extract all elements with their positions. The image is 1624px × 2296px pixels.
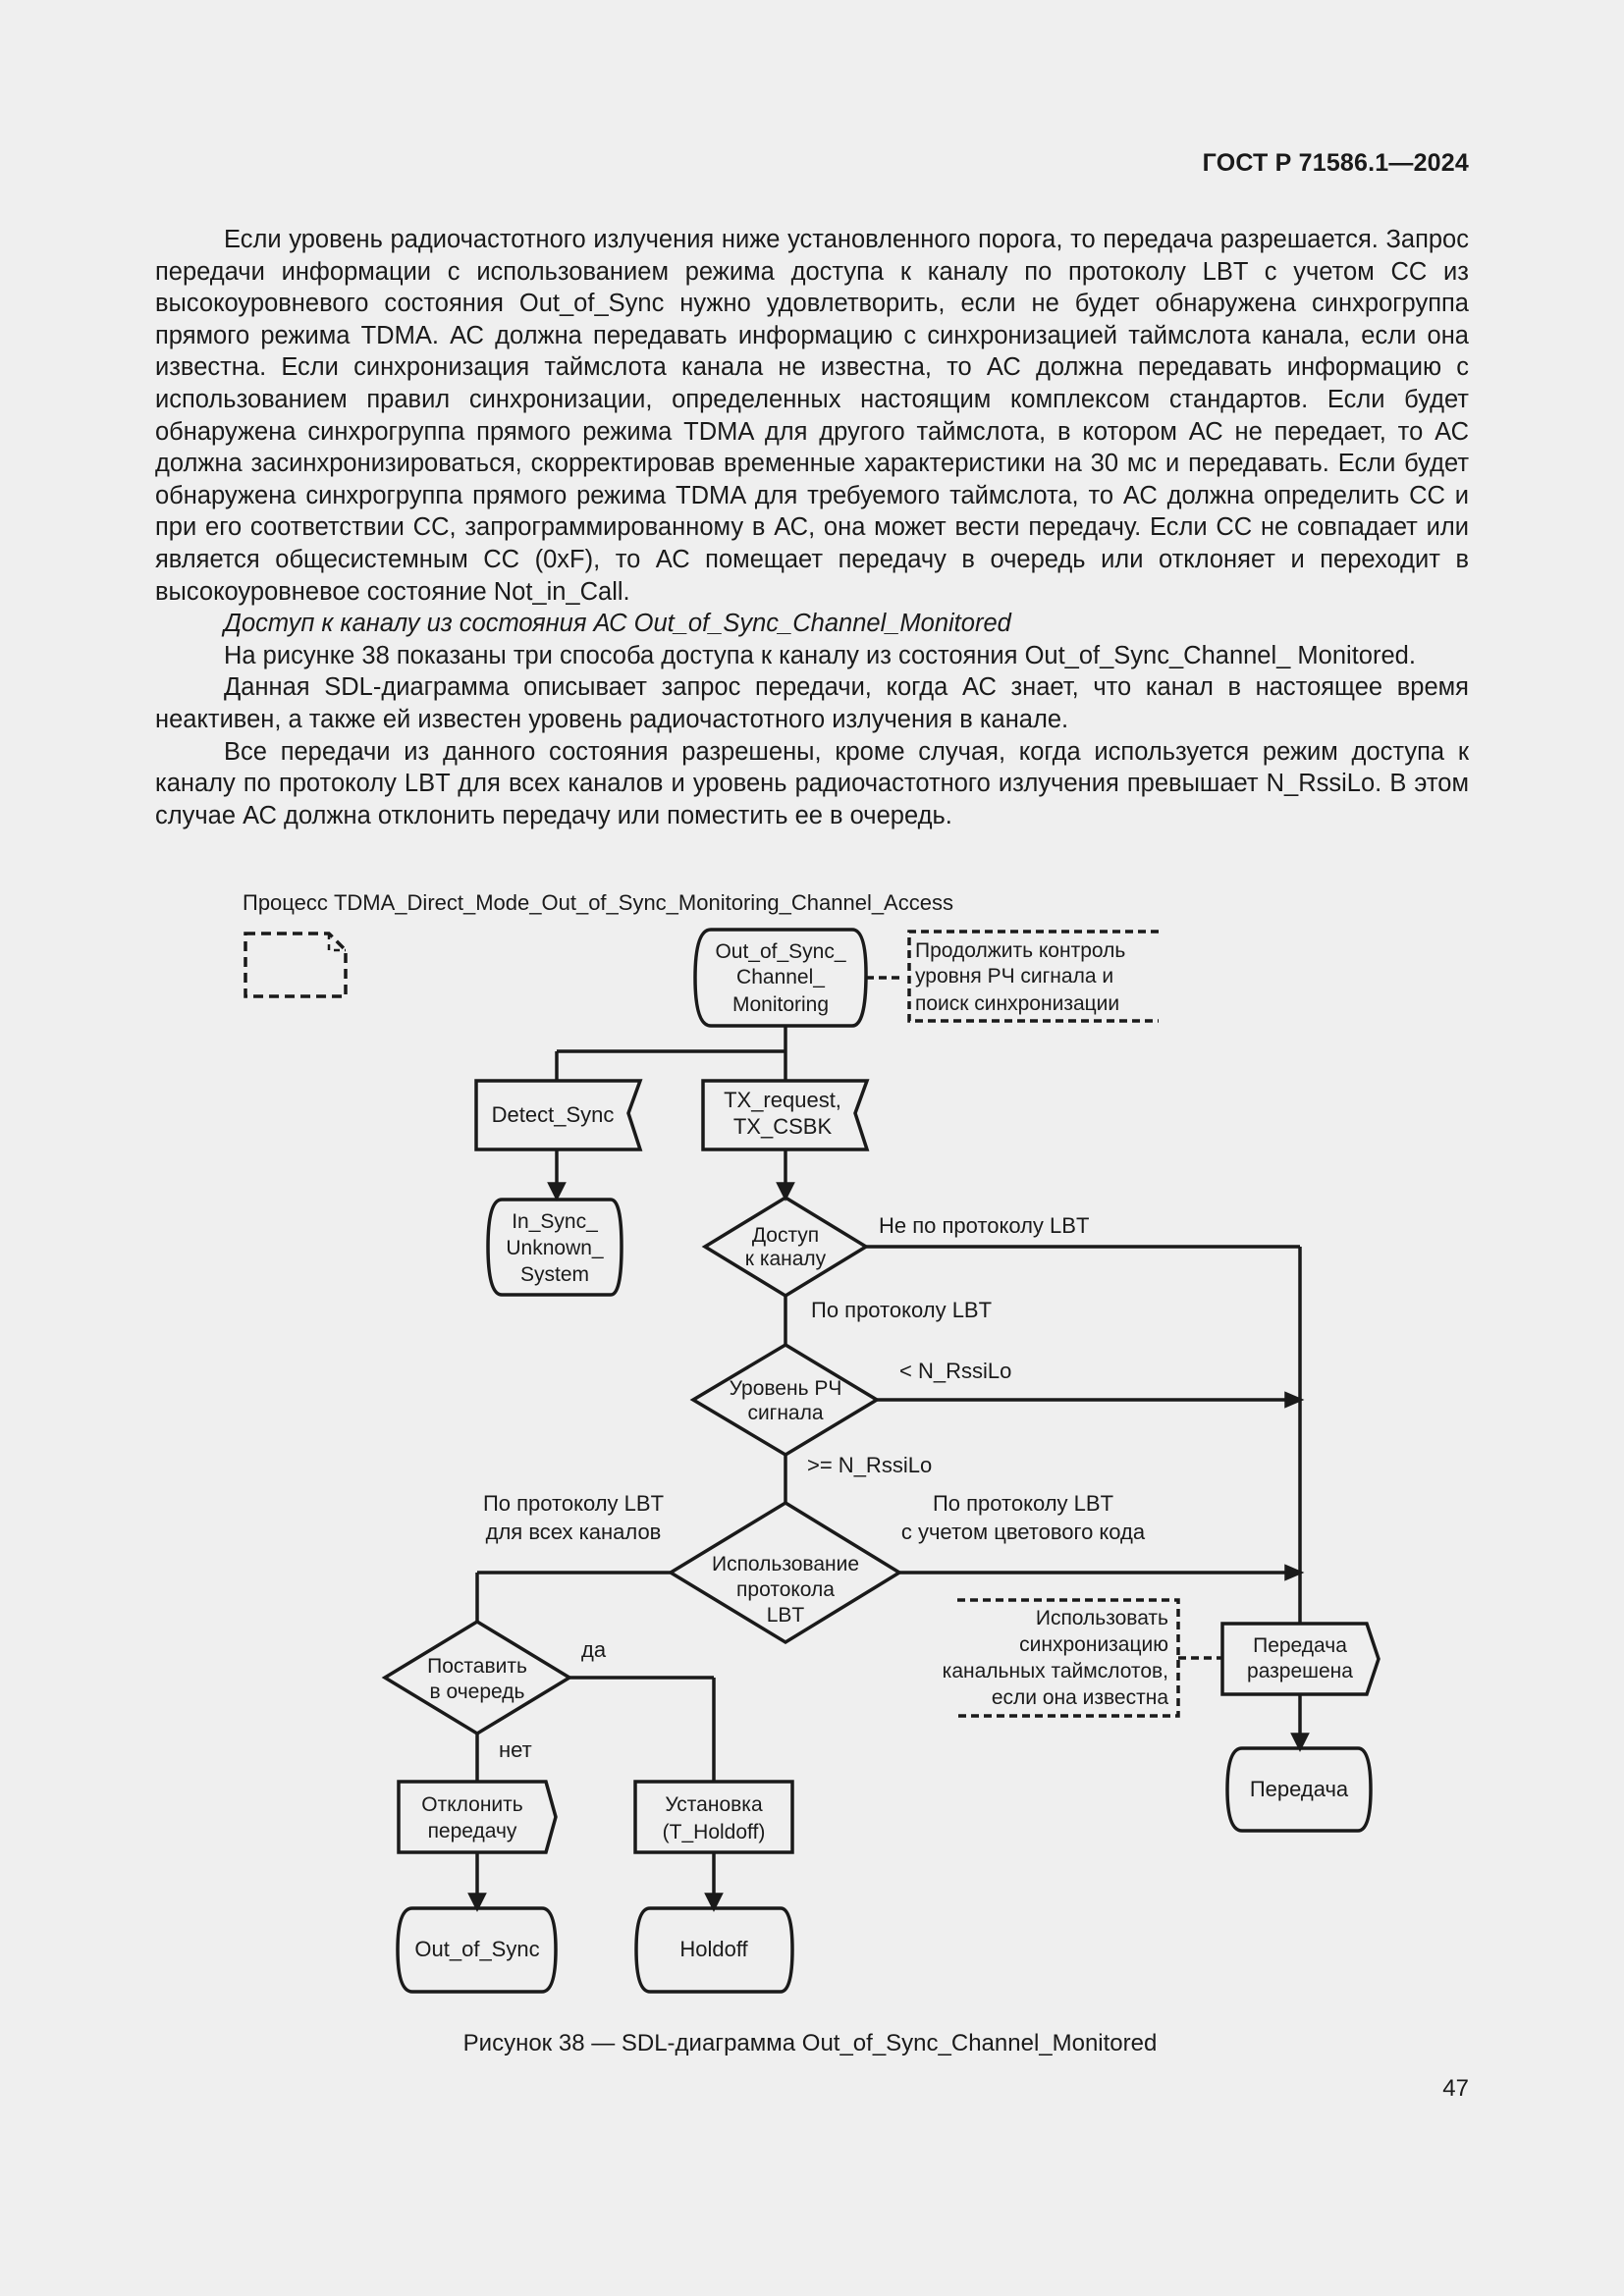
decision-label: LBT [766, 1604, 805, 1627]
branch-label: По протоколу LBT [811, 1298, 993, 1322]
task-label: (T_Holdoff) [662, 1821, 766, 1843]
decision-label: Использование [711, 1553, 860, 1575]
page-number: 47 [1442, 2075, 1469, 2102]
comment-text: Продолжить контроль [915, 939, 1126, 962]
comment-text: канальных таймслотов, [942, 1660, 1168, 1682]
decision-label: сигнала [747, 1402, 824, 1424]
branch-label: для всех каналов [485, 1520, 662, 1544]
paragraph: Данная SDL-диаграмма описывает запрос передачи, когда АС знает, что канал в настоящее время неактивен, а также ей известен уровень радиочастотного излучения в канале. [155, 673, 1469, 733]
input-label: Detect_Sync [491, 1102, 615, 1127]
comment-text: если она известна [991, 1686, 1168, 1709]
branch-label: По протоколу LBT [932, 1491, 1114, 1516]
decision-channel-access [705, 1198, 866, 1296]
state-label: Monitoring [731, 993, 830, 1016]
arrow-head [1286, 1567, 1300, 1578]
branch-label: нет [499, 1737, 532, 1762]
output-label: передачу [427, 1820, 517, 1842]
decision-label: Уровень РЧ [729, 1377, 842, 1400]
branch-label: < N_RssiLo [899, 1359, 1012, 1383]
decision-queue [385, 1622, 569, 1734]
decision-label: протокола [736, 1578, 835, 1601]
decision-label: Поставить [427, 1655, 527, 1678]
branch-label: Не по протоколу LBT [879, 1213, 1090, 1238]
arrow-head [707, 1895, 721, 1908]
state-label: Holdoff [679, 1937, 748, 1961]
decision-label: к каналу [744, 1248, 827, 1270]
page-reference-icon [245, 934, 346, 996]
decision-label: Доступ [751, 1224, 820, 1247]
document-id: ГОСТ Р 71586.1—2024 [1202, 149, 1469, 177]
comment-text: уровня РЧ сигнала и [915, 965, 1114, 988]
state-label: Out_of_Sync_ [715, 940, 846, 963]
input-label: TX_request, [724, 1088, 841, 1112]
output-label: Отклонить [421, 1793, 523, 1816]
arrow-head [779, 1184, 792, 1198]
branch-label: да [581, 1637, 607, 1662]
state-label: Channel_ [736, 966, 825, 988]
decision-label: в очередь [429, 1681, 525, 1703]
branch-label: >= N_RssiLo [807, 1453, 933, 1477]
section-subheading: Доступ к каналу из состояния АС Out_of_Sync_Channel_Monitored [224, 610, 1011, 638]
figure-caption-text: Рисунок 38 — SDL-диаграмма Out_of_Sync_Channel_Monitored [462, 2030, 1158, 2056]
state-label: Unknown_ [506, 1237, 604, 1259]
arrow-head [1286, 1394, 1300, 1406]
paragraph: Все передачи из данного состояния разрешены, кроме случая, когда используется режим доступа к каналу по протоколу LBT для всех каналов и уровень радиочастотного излучения превышает N_RssiLo. В этом случае АС должна отклонить передачу или поместить ее в очередь. [155, 737, 1469, 829]
task-label: Установка [665, 1793, 763, 1816]
state-label: Передача [1249, 1777, 1349, 1801]
branch-label: с учетом цветового кода [900, 1520, 1146, 1544]
paragraph: На рисунке 38 показаны три способа доступа к каналу из состояния Out_of_Sync_Channel_ Monitored. [224, 641, 1416, 669]
output-label: Передача [1253, 1634, 1347, 1657]
process-title: Процесс TDMA_Direct_Mode_Out_of_Sync_Monitoring_Channel_Access [243, 890, 953, 915]
branch-label: По протоколу LBT [482, 1491, 665, 1516]
figure-caption [0, 2030, 1624, 2057]
arrow-head [470, 1895, 484, 1908]
output-label: разрешена [1247, 1660, 1353, 1682]
comment-text: Использовать [1035, 1607, 1168, 1629]
arrow-head [550, 1184, 564, 1198]
state-label: Out_of_Sync [414, 1937, 540, 1961]
state-label: In_Sync_ [512, 1210, 598, 1233]
paragraph: Если уровень радиочастотного излучения ниже установленного порога, то передача разрешается. Запрос передачи информации с использованием режима доступа к каналу по протоколу LBT с учетом СС из высокоуровневого состояния Out_of_Sync нужно удовлетворить, если не будет обнаружена синхрогруппа прямого режима TDMA. АС должна передавать информацию с синхронизацией таймслота канала, если она известна. Если синхронизация таймслота канала не известна, то АС должна передавать информацию с использованием правил синхронизации, определенных настоящим комплексом стандартов. Если будет обнаружена синхрогруппа прямого режима TDMA для другого таймслота, в котором АС не передает, то АС должна засинхронизироваться, скорректировав временные характеристики на 30 мс и передавать. Если будет обнаружена синхрогруппа прямого режима TDMA для требуемого таймслота, то АС должна определить СС и при его соответствии СС, запрограммированному в АС, она может вести передачу. Если СС не совпадает или является общесистемным СС (0xF), то АС помещает передачу в очередь или отклоняет и переходит в высокоуровневое состояние Not_in_Call. [155, 226, 1469, 606]
state-label: System [519, 1263, 590, 1286]
comment-text: синхронизацию [1019, 1633, 1168, 1656]
arrow-head [1293, 1735, 1307, 1748]
comment-text: поиск синхронизации [915, 992, 1120, 1015]
input-label: TX_CSBK [732, 1114, 833, 1139]
decision-rf-level [693, 1345, 877, 1455]
